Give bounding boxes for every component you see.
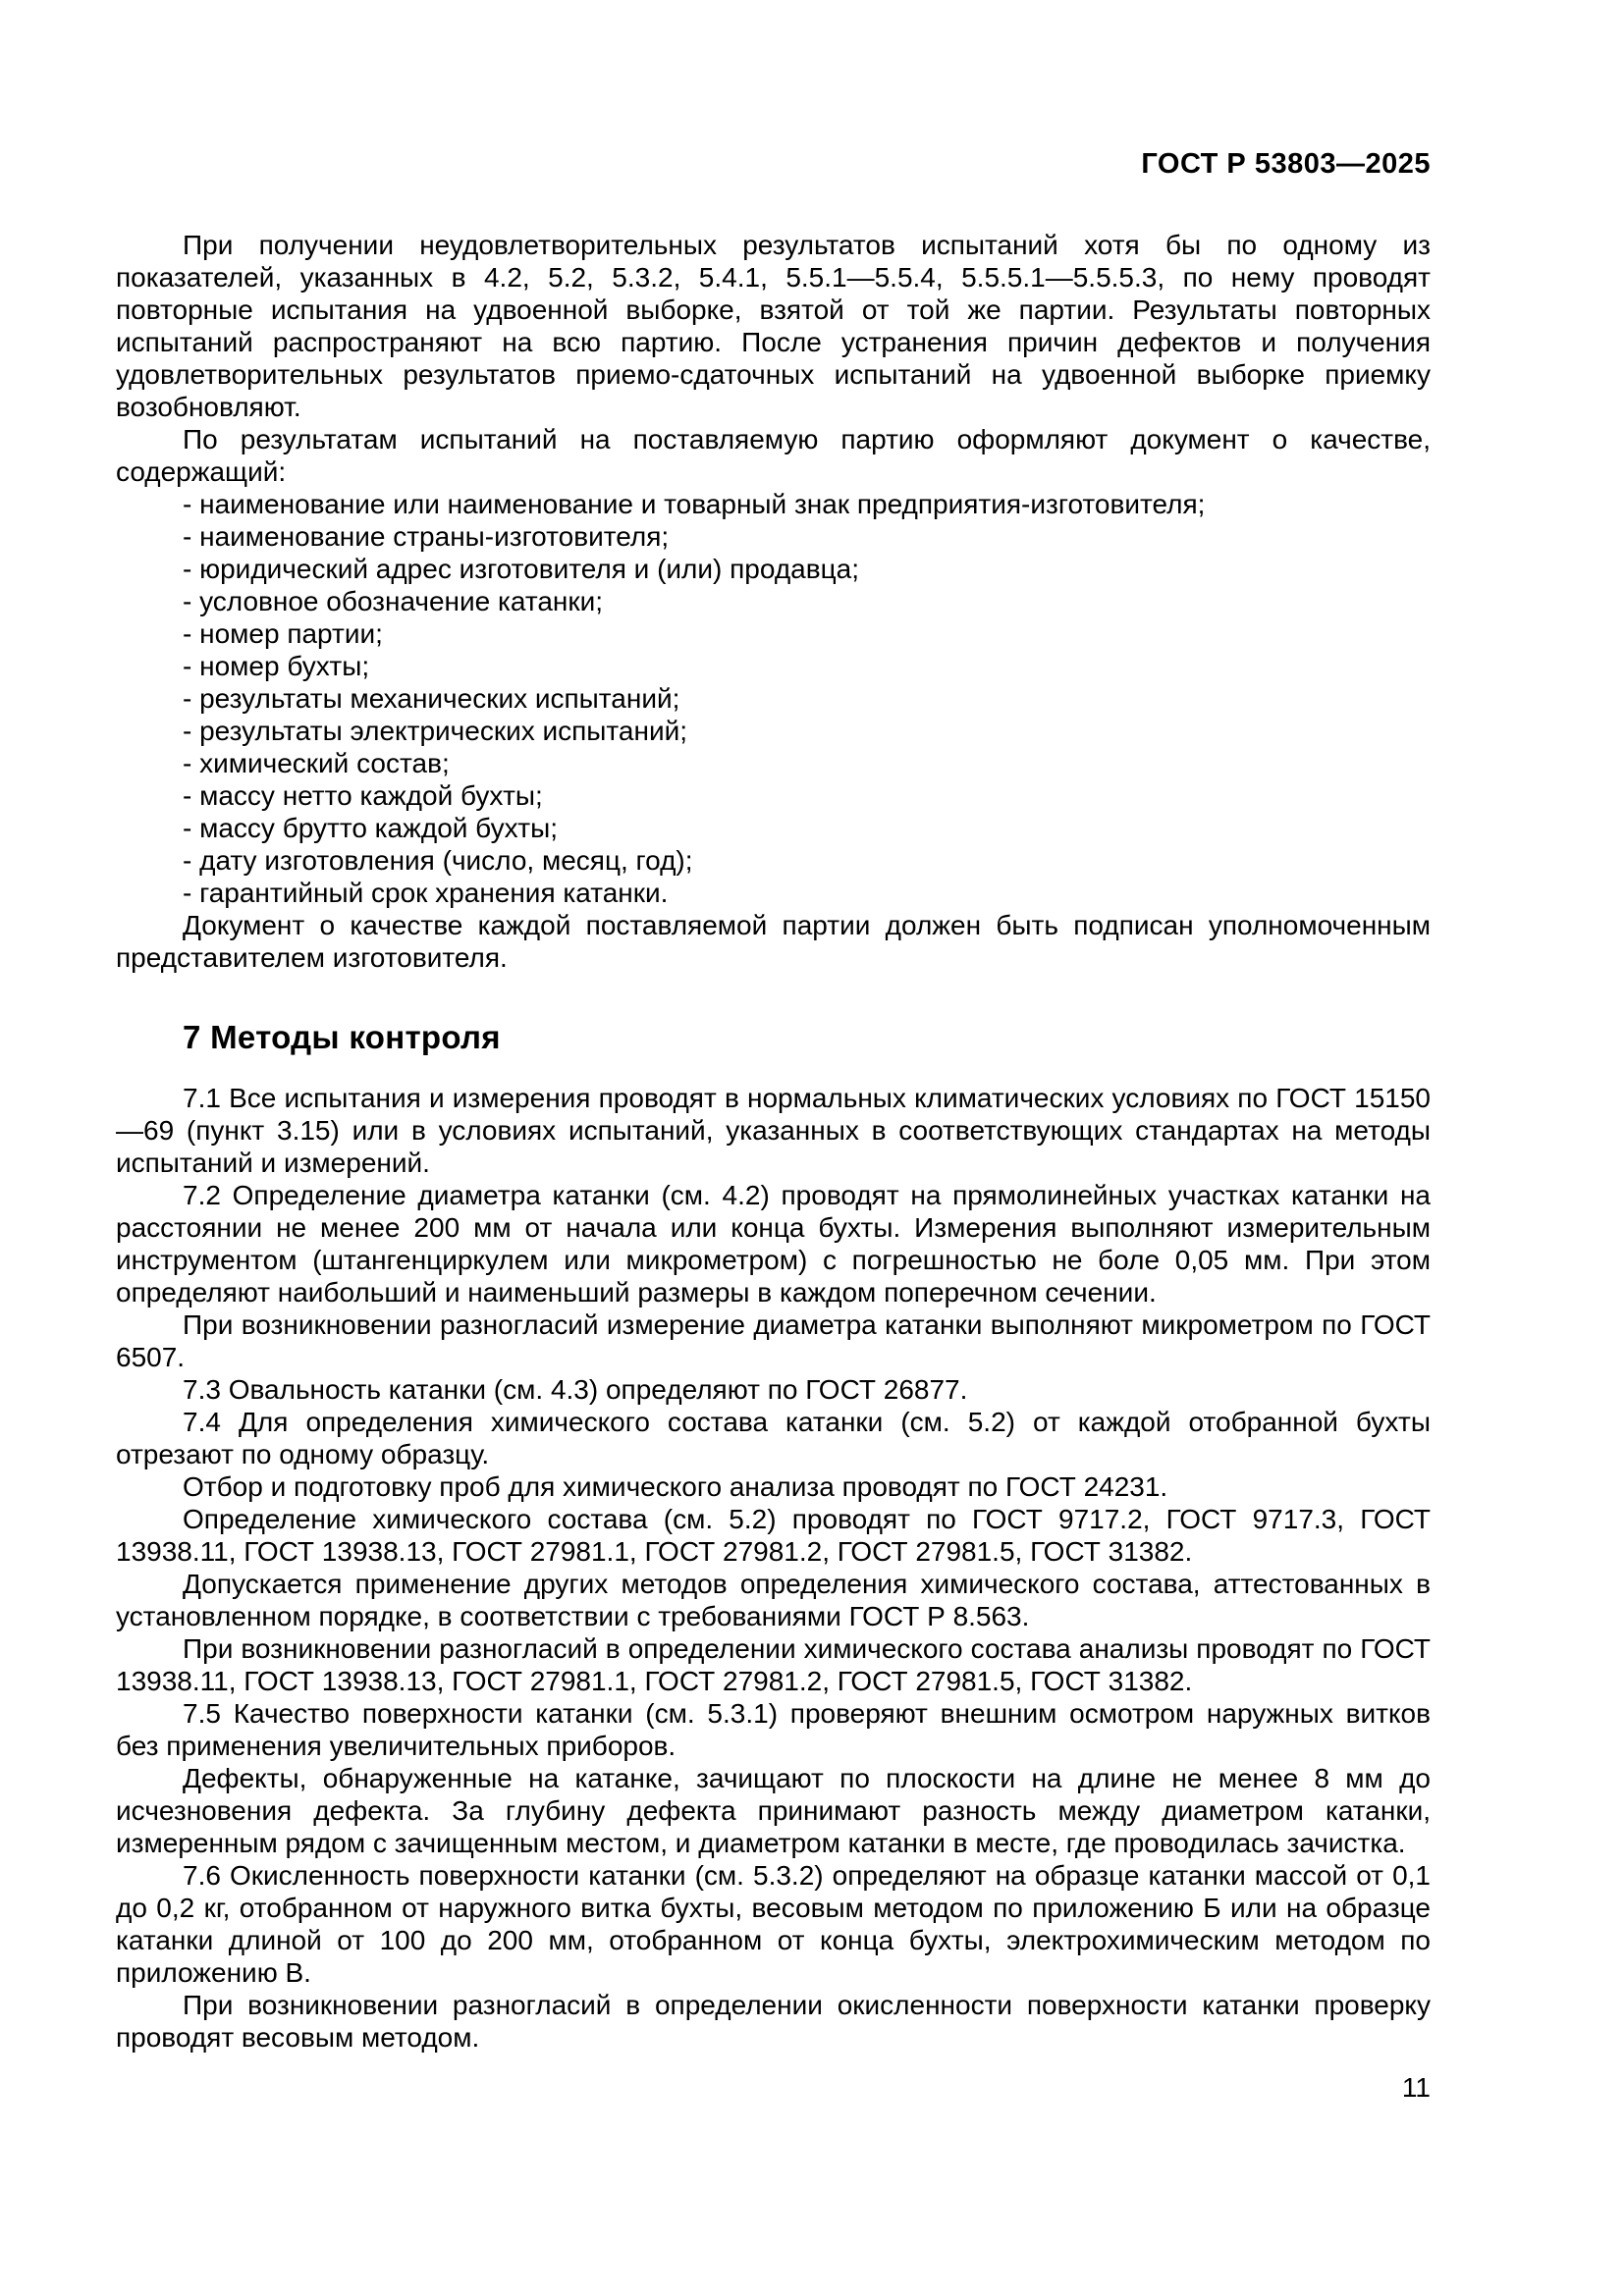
list-item: - массу брутто каждой бухты; <box>183 813 559 843</box>
list-item: - массу нетто каждой бухты; <box>183 780 543 811</box>
list-item: - результаты механических испытаний; <box>183 683 680 714</box>
section-heading-methods: 7 Методы контроля <box>183 1019 501 1055</box>
paragraph-7-4: 7.4 Для определения химического состава катанки (см. 5.2) от каждой отобранной бухты отрезают по одному образцу. <box>116 1407 1431 1469</box>
paragraph-quality-doc-intro: По результатам испытаний на поставляемую партию оформляют документ о качестве, содержащий: <box>116 424 1431 487</box>
paragraph-7-1: 7.1 Все испытания и измерения проводят в нормальных климатических условиях по ГОСТ 15150—69 (пункт 3.15) или в условиях испытаний, указанных в соответствующих стандартах на методы испытаний и измерений. <box>116 1083 1431 1178</box>
list-item: - номер бухты; <box>183 651 370 681</box>
list-item: - номер партии; <box>183 618 383 649</box>
quality-doc-list <box>116 488 1431 909</box>
paragraph-7-6-disputes: При возникновении разногласий в определении окисленности поверхности катанки проверку проводят весовым методом. <box>116 1990 1431 2053</box>
paragraph-7-4-sampling: Отбор и подготовку проб для химического анализа проводят по ГОСТ 24231. <box>183 1471 1168 1502</box>
paragraph-7-2-note: При возникновении разногласий измерение диаметра катанки выполняют микрометром по ГОСТ 6507. <box>116 1309 1431 1372</box>
document-body <box>116 229 1431 2054</box>
list-item: - наименование страны-изготовителя; <box>183 521 670 552</box>
paragraph-7-2: 7.2 Определение диаметра катанки (см. 4.2) проводят на прямолинейных участках катанки на расстоянии не менее 200 мм от начала или конца бухты. Измерения выполняют измерительным инструментом (штангенциркулем или микрометром) с погрешностью не боле 0,05 мм. При этом определяют наибольший и наименьший размеры в каждом поперечном сечении. <box>116 1180 1431 1308</box>
header-doc-number: ГОСТ Р 53803—2025 <box>1141 148 1431 180</box>
paragraph-retest: При получении неудовлетворительных результатов испытаний хотя бы по одному из показателей, указанных в 4.2, 5.2, 5.3.2, 5.4.1, 5.5.1—5.5.4, 5.5.5.1—5.5.5.3, по нему проводят повторные испытания на удвоенной выборке, взятой от той же партии. Результаты повторных испытаний распространяют на всю партию. После устранения причин дефектов и получения удовлетворительных результатов приемо-сдаточных испытаний на удвоенной выборке приемку возобновляют. <box>116 230 1431 422</box>
paragraph-7-5: 7.5 Качество поверхности катанки (см. 5.3.1) проверяют внешним осмотром наружных витков без применения увеличительных приборов. <box>116 1698 1431 1761</box>
paragraph-7-4-other-methods: Допускается применение других методов определения химического состава, аттестованных в установленном порядке, в соответствии с требованиями ГОСТ Р 8.563. <box>116 1569 1431 1631</box>
list-item: - гарантийный срок хранения катанки. <box>183 878 669 908</box>
list-item: - наименование или наименование и товарный знак предприятия-изготовителя; <box>183 489 1206 519</box>
list-item: - юридический адрес изготовителя и (или) продавца; <box>183 554 859 584</box>
list-item: - условное обозначение катанки; <box>183 586 604 616</box>
paragraph-signed: Документ о качестве каждой поставляемой партии должен быть подписан уполномоченным представителем изготовителя. <box>116 910 1431 973</box>
paragraph-7-6: 7.6 Окисленность поверхности катанки (см. 5.3.2) определяют на образце катанки массой от 0,1 до 0,2 кг, отобранном от наружного витка бухты, весовым методом по приложению Б или на образце катанки длиной от 100 до 200 мм, отобранном от конца бухты, электрохимическим методом по приложению В. <box>116 1860 1431 1988</box>
paragraph-7-4-standards: Определение химического состава (см. 5.2) проводят по ГОСТ 9717.2, ГОСТ 9717.3, ГОСТ 13938.11, ГОСТ 13938.13, ГОСТ 27981.1, ГОСТ 27981.2, ГОСТ 27981.5, ГОСТ 31382. <box>116 1504 1431 1567</box>
paragraph-7-3: 7.3 Овальность катанки (см. 4.3) определяют по ГОСТ 26877. <box>183 1374 968 1405</box>
list-item: - результаты электрических испытаний; <box>183 716 688 746</box>
page-number: 11 <box>1401 2072 1431 2103</box>
paragraph-7-5-defects: Дефекты, обнаруженные на катанке, зачищают по плоскости на длине не менее 8 мм до исчезновения дефекта. За глубину дефекта принимают разность между диаметром катанки, измеренным рядом с зачищенным местом, и диаметром катанки в месте, где проводилась зачистка. <box>116 1763 1431 1858</box>
list-item: - химический состав; <box>183 748 450 778</box>
list-item: - дату изготовления (число, месяц, год); <box>183 845 693 876</box>
paragraph-7-4-disputes: При возникновении разногласий в определении химического состава анализы проводят по ГОСТ 13938.11, ГОСТ 13938.13, ГОСТ 27981.1, ГОСТ 27981.2, ГОСТ 27981.5, ГОСТ 31382. <box>116 1633 1431 1696</box>
